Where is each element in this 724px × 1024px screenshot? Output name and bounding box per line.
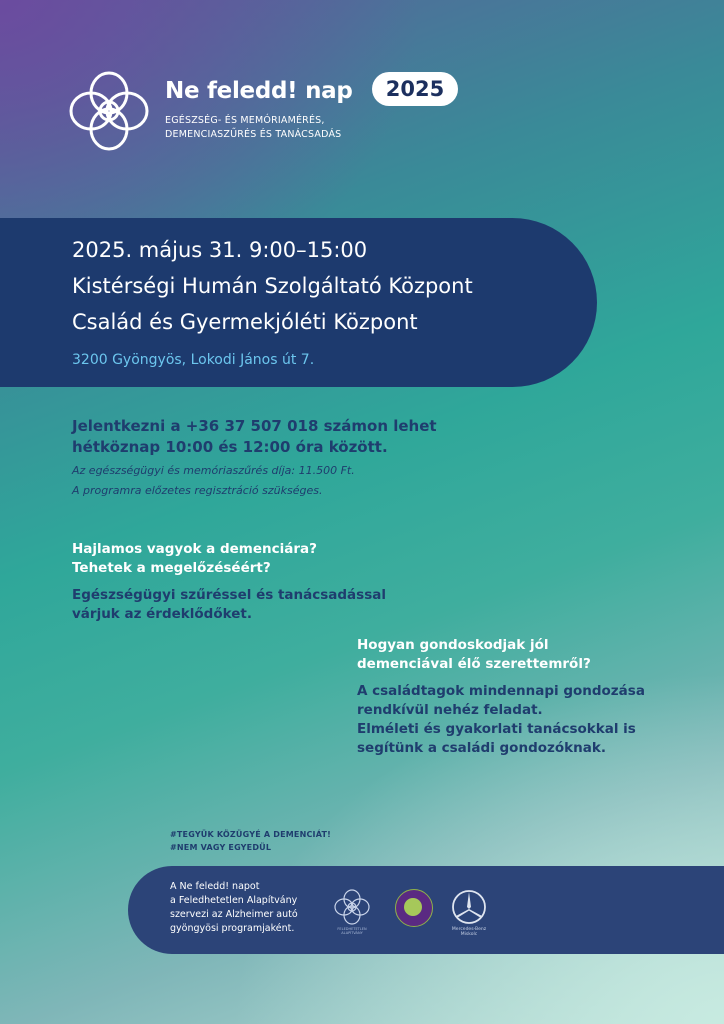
answer-line: Elméleti és gyakorlati tanácsokkal is [357,721,636,737]
foundation-logo-icon [333,888,371,926]
year-badge: 2025 [372,72,458,106]
hashtag: #TEGYÜK KÖZÜGYÉ A DEMENCIÁT! [170,830,331,839]
answer-text [72,586,386,624]
organizer-line: szervezi az Alzheimer autó [170,909,298,920]
organizer-text [170,880,298,936]
registration-line: Jelentkezni a +36 37 507 018 számon lehet [72,417,437,435]
caption-line: Miskolc [460,932,478,937]
mercedes-logo-caption [442,927,496,937]
registration-note: A programra előzetes regisztráció szükséges. [72,484,323,497]
tagline [165,114,341,142]
brand-title: Ne feledd! nap [165,78,353,104]
answer-line: segítünk a családi gondozóknak. [357,740,606,756]
organizer-line: a Feledhetetlen Alapítvány [170,895,298,906]
society-logo-emblem [404,898,422,916]
registration-note: Az egészségügyi és memóriaszűrés díja: 11.500 Ft. [72,464,355,477]
caption-line: ALAPÍTVÁNY [341,931,363,935]
foundation-logo-caption [330,927,374,935]
question-line: Hajlamos vagyok a demenciára? [72,541,317,557]
answer-line: várjuk az érdeklődőket. [72,606,252,622]
tagline-line: EGÉSZSÉG- ÉS MEMÓRIAMÉRÉS, [165,115,325,126]
registration-line: hétköznap 10:00 és 12:00 óra között. [72,438,388,456]
event-address: 3200 Gyöngyös, Lokodi János út 7. [72,352,315,368]
venue-line: Kistérségi Humán Szolgáltató Központ [72,274,473,298]
question-heading [357,636,591,674]
answer-line: rendkívül nehéz feladat. [357,702,543,718]
question-line: Hogyan gondoskodjak jól [357,637,549,653]
question-line: Tehetek a megelőzéséért? [72,560,271,576]
caption-line: Mercedes-Benz [451,927,487,932]
question-heading [72,540,317,578]
caption-line: FELEDHETETLEN [337,927,367,931]
tagline-line: DEMENCIASZŰRÉS ÉS TANÁCSADÁS [165,129,342,140]
answer-line: Egészségügyi szűréssel és tanácsadással [72,587,386,603]
event-date: 2025. május 31. 9:00–15:00 [72,238,368,262]
mercedes-star-icon [450,888,488,926]
organizer-line: A Ne feledd! napot [170,881,260,892]
hashtag: #NEM VAGY EGYEDÜL [170,843,272,852]
flower-logo-icon [68,70,150,152]
question-line: demenciával élő szerettemről? [357,656,591,672]
answer-line: A családtagok mindennapi gondozása [357,683,645,699]
venue-line: Család és Gyermekjóléti Központ [72,310,418,334]
answer-text [357,682,645,758]
organizer-line: gyöngyösi programjaként. [170,923,295,934]
